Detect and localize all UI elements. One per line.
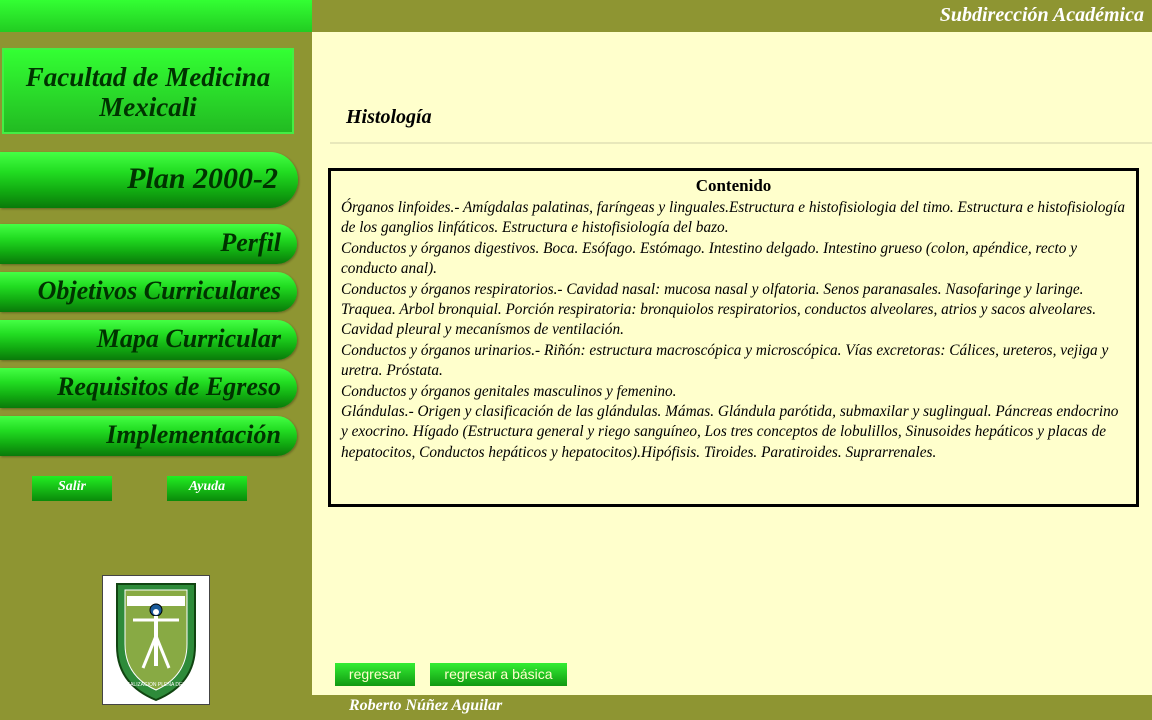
nav-plan-2000-2[interactable] [0,152,298,208]
nav-label: Implementación [106,420,281,449]
header-bar [312,0,1152,32]
back-to-basic-button[interactable]: regresar a básica [430,663,567,686]
emblem-motto: POR LA REALIZACION PLENA DEL HOMBRE [103,682,209,688]
university-emblem [102,575,210,705]
exit-button[interactable]: Salir [32,476,112,501]
content-title: Contenido [695,176,772,195]
content-box [328,168,1139,507]
content-paragraph: Conductos y órganos genitales masculinos y femenino. [341,382,677,400]
nav-label: Perfil [220,228,281,257]
nav-perfil[interactable] [0,224,297,264]
header-title: Subdirección Académica [939,4,1144,26]
nav-label: Objetivos Curriculares [37,276,281,305]
nav-label: Mapa Curricular [96,324,281,353]
faculty-banner [2,48,294,134]
help-button[interactable]: Ayuda [167,476,247,501]
back-button[interactable]: regresar [335,663,415,686]
nav-label: Requisitos de Egreso [57,372,281,401]
footer-bar [312,695,1152,720]
nav-mapa-curricular[interactable] [0,320,297,360]
nav-objetivos-curriculares[interactable] [0,272,297,312]
author-name: Roberto Núñez Aguilar [349,697,503,714]
content-paragraph: Órganos linfoides.- Amígdalas palatinas, faríngeas y linguales.Estructura e histofisiologia del timo. Estructura e histofisiología de los ganglios linfáticos. Estructura e histofisiología del bazo. [341,199,1125,237]
section-title: Histología [346,106,432,128]
emblem-shield-icon [103,576,209,704]
content-paragraph: Glándulas.- Origen y clasificación de las glándulas. Mámas. Glándula parótida, submaxilar y suglingual. Páncreas endocrino y exocrino. Hígado (Estructura general y riego sanguíneo, Los tres conceptos de lobulillos, Sinusoides hepáticos y placas de hepatocitos, Conductos hepáticos y hepatocitos).Hipófisis. Tiroides. Paratiroides. Suprarrenales. [341,403,1119,461]
section-divider [330,142,1152,144]
nav-implementacion[interactable] [0,416,297,456]
sidebar-top-accent [0,0,312,32]
faculty-name-line1: Facultad de Medicina [25,62,271,92]
faculty-name-line2: Mexicali [99,92,197,122]
content-paragraph: Conductos y órganos digestivos. Boca. Esófago. Estómago. Intestino delgado. Intestino grueso (colon, apéndice, recto y conducto anal). [341,239,1077,278]
nav-label: Plan 2000-2 [127,162,278,195]
content-paragraph: Conductos y órganos urinarios.- Riñón: estructura macroscópica y microscópica. Vías excretoras: Cálices, ureteros, vejiga y uretra. Próstata. [341,341,1109,380]
content-paragraph: Conductos y órganos respiratorios.- Cavidad nasal: mucosa nasal y olfatoria. Senos paranasales. Nasofaringe y laringe. Traquea. Arbol bronquial. Porción respiratoria: bronquiolos respiratorios, conductos alveolares, atrios y sacos alveolares. Cavidad pleural y mecanísmos de ventilación. [341,280,1097,339]
nav-requisitos-de-egreso[interactable] [0,368,297,408]
